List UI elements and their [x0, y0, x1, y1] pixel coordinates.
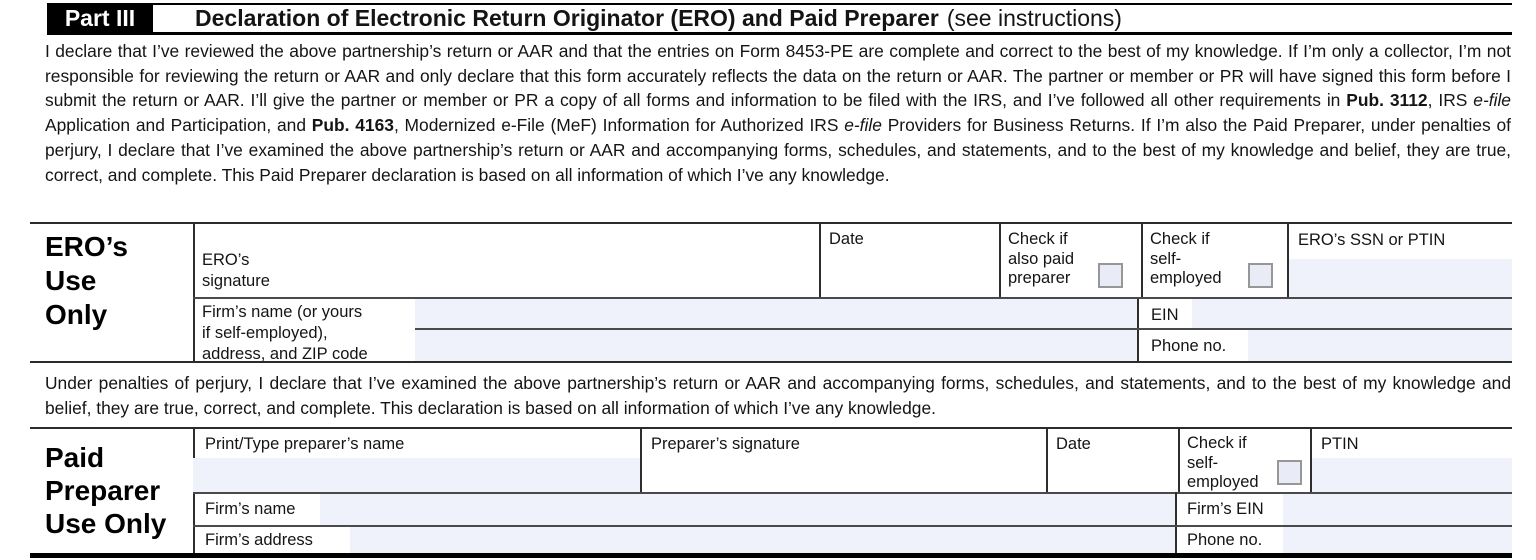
part-iii-header-bar: [47, 3, 1512, 35]
ero-signature-label: [202, 250, 270, 292]
grid-line: [1178, 429, 1180, 492]
ero-declaration-seg-a: I declare that I’ve reviewed the above partnership’s return or AAR and that the entries on Form 8453-PE are complete and correct to the best of my knowledge. If I’m only a collector, I’m not responsible for reviewing the return or AAR and only declare that this form accurately reflects the data on the return or AAR. The partner or member or PR will have signed this form before I submit the return or AAR. I’ll give the partner or member or PR a copy of all forms and information to be filed with the IRS, and I’ve followed all other requirements in: [45, 41, 1511, 111]
part-iii-title-text: Declaration of Electronic Return Originator (ERO) and Paid Preparer: [195, 5, 939, 31]
preparer-firm-ein-label: Firm’s EIN: [1187, 500, 1264, 518]
ero-check-paid-label-line: Check if: [1008, 230, 1068, 248]
preparer-firm-address-label: Firm’s address: [205, 531, 313, 549]
ero-signature-label-line: ERO’s: [202, 251, 250, 269]
preparer-check-self-employed-label: [1187, 434, 1259, 493]
ero-also-paid-preparer-checkbox[interactable]: [1098, 263, 1123, 288]
grid-line: [1137, 299, 1139, 361]
efile-term-2: e-file: [844, 115, 882, 136]
part-iii-title: [195, 5, 1122, 32]
ero-ssn-ptin-label: ERO’s SSN or PTIN: [1298, 231, 1446, 249]
ero-check-paid-label-line: preparer: [1008, 269, 1071, 287]
ero-firm-name-address-input[interactable]: [415, 299, 1137, 361]
paid-preparer-heading-line: Use Only: [45, 508, 167, 539]
ero-use-only-heading: [45, 230, 128, 332]
paid-preparer-heading: [45, 441, 166, 540]
ero-use-only-section: [30, 222, 1512, 363]
part-iii-label: Part III: [47, 5, 153, 32]
preparer-signature-label: Preparer’s signature: [651, 435, 800, 453]
preparer-phone-input[interactable]: [1283, 527, 1512, 553]
grid-line: [1141, 224, 1143, 297]
paid-preparer-heading-line: Preparer: [45, 475, 161, 506]
preparer-ptin-input[interactable]: [1312, 458, 1512, 492]
ero-check-paid-label-line: also paid: [1008, 249, 1075, 268]
ero-signature-input[interactable]: [195, 224, 819, 297]
pub-3112-ref: Pub. 3112: [1346, 90, 1428, 111]
ero-declaration-seg-c: Application and Participation, and: [45, 115, 312, 136]
ero-ein-label: EIN: [1151, 306, 1179, 324]
ero-ein-input[interactable]: [1192, 299, 1512, 328]
ero-check-self-employed-label: [1150, 230, 1222, 289]
ero-declaration-seg-d: , Modernized e-File (MeF) Information for Authorized IRS: [393, 115, 845, 136]
preparer-name-input[interactable]: [193, 458, 640, 492]
preparer-firm-ein-input[interactable]: [1283, 494, 1512, 525]
ero-self-employed-checkbox[interactable]: [1248, 263, 1273, 288]
ero-declaration-paragraph: [45, 39, 1511, 187]
ero-firm-label-line: Firm’s name (or yours: [202, 303, 363, 321]
pub-4163-ref: Pub. 4163: [311, 115, 394, 136]
grid-line: [1175, 492, 1177, 553]
grid-line: [999, 224, 1001, 297]
preparer-firm-name-input[interactable]: [320, 494, 1175, 525]
ero-check-self-label-line: Check if: [1150, 230, 1210, 248]
part-iii-title-note: (see instructions): [946, 5, 1122, 31]
ero-phone-label: Phone no.: [1151, 337, 1227, 355]
preparer-firm-address-input[interactable]: [350, 527, 1175, 553]
ero-heading-line: Use: [45, 265, 97, 296]
ero-firm-name-address-label: [202, 302, 368, 365]
ero-declaration-seg-b: , IRS: [1427, 90, 1474, 111]
paid-preparer-use-only-section: [30, 427, 1512, 558]
preparer-name-label: Print/Type preparer’s name: [205, 435, 405, 453]
ero-date-label: Date: [829, 230, 864, 248]
ero-declaration-seg-e: Providers for Business Returns. If I’m also the Paid Preparer, under penalties of perjury, I declare that I’ve examined the above partnership’s return or AAR and accompanying forms, schedules, and statements, and to the best of my knowledge and belief, they are true, correct, and complete. This Paid Preparer declaration is based on all information of which I’ve any knowledge.: [45, 115, 1511, 185]
preparer-check-self-label-line: employed: [1187, 473, 1259, 491]
efile-term-1: e-file: [1473, 90, 1511, 111]
preparer-check-self-label-line: Check if: [1187, 434, 1247, 452]
ero-phone-input[interactable]: [1248, 330, 1512, 361]
ero-firm-label-line: if self-employed),: [202, 324, 328, 342]
ero-signature-label-line: signature: [202, 272, 270, 290]
paid-preparer-declaration-paragraph: Under penalties of perjury, I declare that I’ve examined the above partnership’s return or AAR and accompanying forms, schedules, and statements, and to the best of my knowledge and belief, they are true, correct, and complete. This declaration is based on all information of which I’ve any knowledge.: [45, 373, 1511, 418]
ero-firm-label-line: address, and ZIP code: [202, 345, 368, 363]
preparer-ptin-label: PTIN: [1321, 435, 1359, 453]
ero-heading-line: ERO’s: [45, 231, 128, 262]
ero-check-self-label-line: employed: [1150, 269, 1222, 287]
preparer-firm-name-label: Firm’s name: [205, 500, 296, 518]
preparer-phone-label: Phone no.: [1187, 531, 1263, 549]
preparer-self-employed-checkbox[interactable]: [1277, 460, 1302, 485]
ero-heading-line: Only: [45, 299, 108, 330]
ero-check-paid-label: [1008, 230, 1074, 289]
paid-preparer-heading-line: Paid: [45, 442, 105, 473]
ero-check-self-label-line: self-: [1150, 249, 1182, 268]
ero-ssn-ptin-input[interactable]: [1289, 259, 1512, 297]
preparer-check-self-label-line: self-: [1187, 453, 1219, 472]
preparer-date-label: Date: [1056, 435, 1091, 453]
